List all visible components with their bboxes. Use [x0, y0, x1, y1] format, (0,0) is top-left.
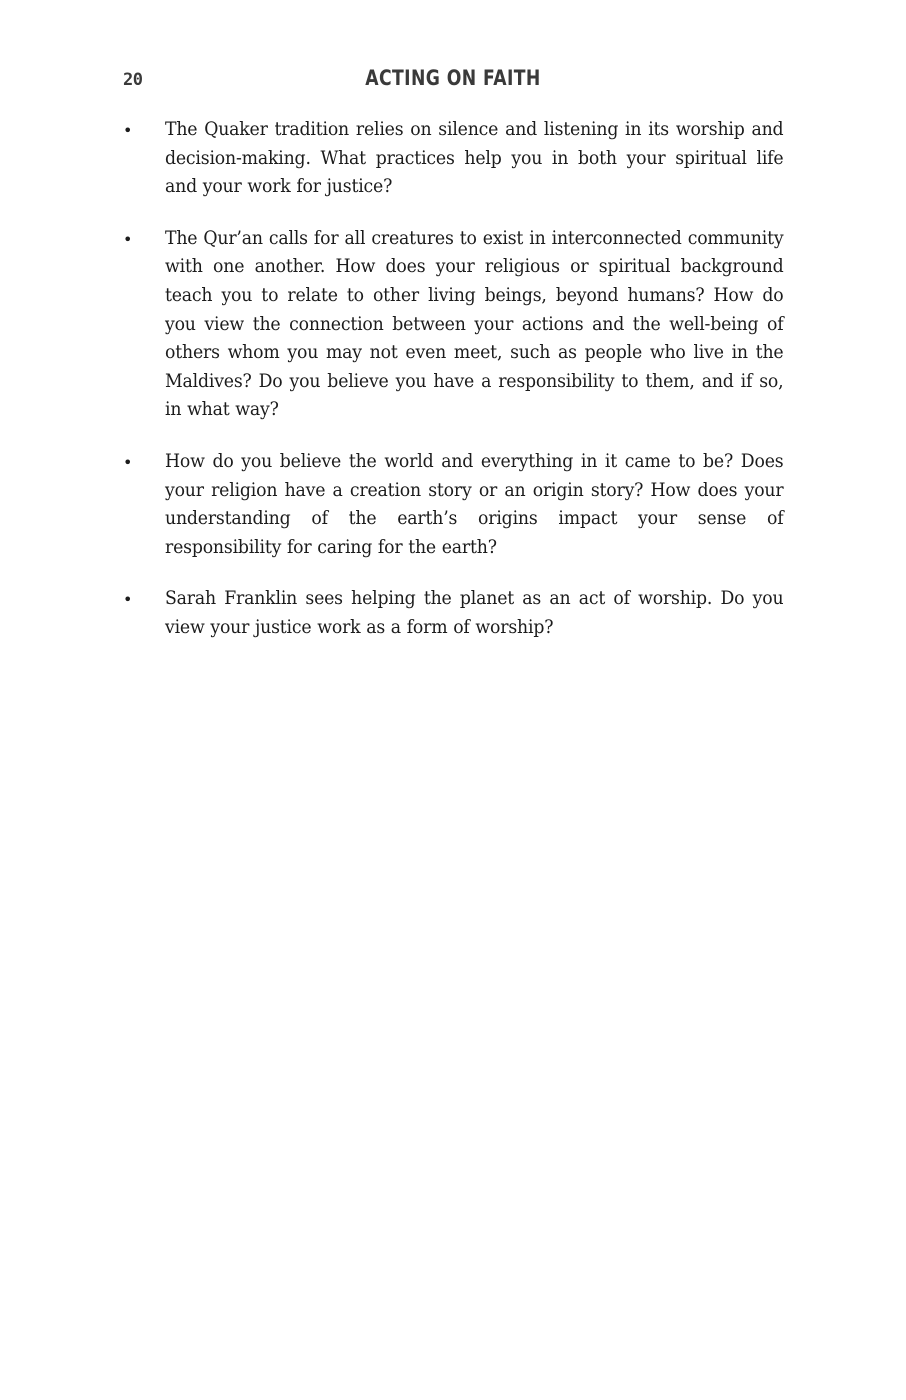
- bullet-icon: •: [123, 121, 133, 140]
- list-item: [123, 448, 783, 562]
- bullet-icon: •: [123, 590, 133, 610]
- discussion-questions-list: [123, 116, 783, 643]
- page-header: [0, 64, 906, 96]
- list-item-text: How do you believe the world and everything in it came to be? Does your religion have a creation story or an origin story? How does your understanding of the earth’s origins impact your sense of responsibility for caring for the earth?: [165, 450, 784, 558]
- list-item: [123, 225, 783, 425]
- list-item-text: The Qur’an calls for all creatures to exist in interconnected community with one another. How does your religious or spiritual background teach you to relate to other living beings, beyond humans? How do you view the connection between your actions and the well-being of others whom you may not even meet, such as people who live in the Maldives? Do you believe you have a responsibility to them, and if so, in what way?: [165, 227, 784, 421]
- list-item-text: The Quaker tradition relies on silence and listening in its worship and decision-making. What practices help you in both your spiritual life and your work for justice?: [165, 119, 784, 198]
- bullet-icon: •: [123, 229, 133, 249]
- running-title: ACTING ON FAITH: [365, 66, 541, 90]
- page-body: [123, 116, 783, 666]
- list-item-text: Sarah Franklin sees helping the planet as an act of worship. Do you view your justice work as a form of worship?: [165, 588, 784, 638]
- list-item: [123, 585, 783, 642]
- bullet-icon: •: [123, 452, 133, 472]
- page-number: 20: [123, 70, 143, 90]
- list-item: [123, 116, 783, 202]
